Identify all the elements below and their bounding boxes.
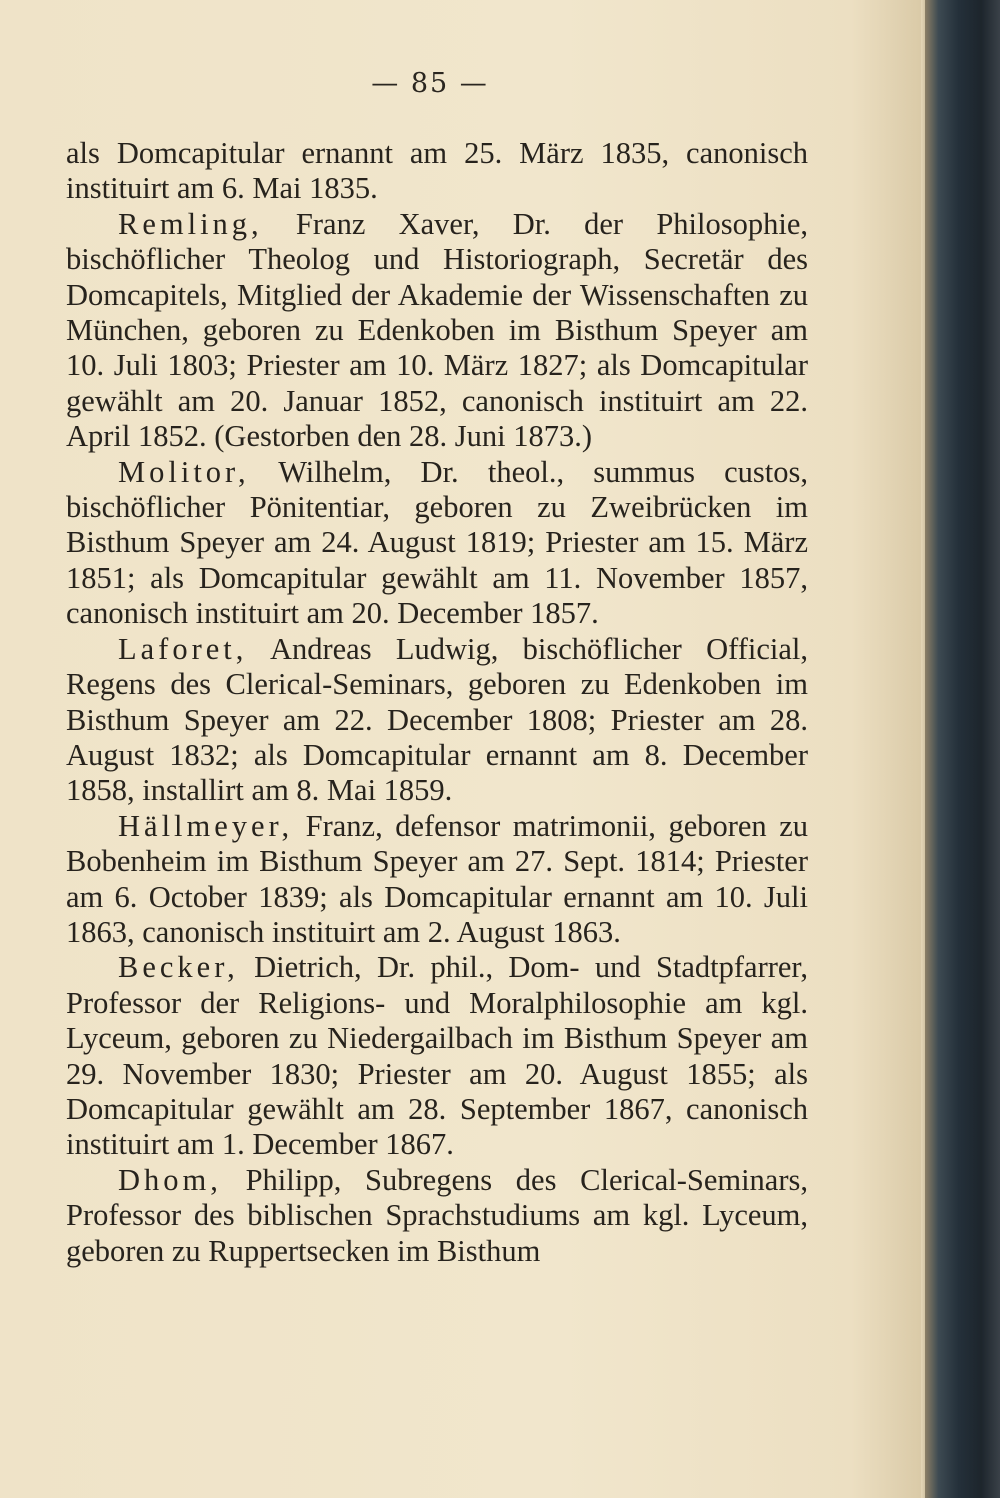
entry-haellmeyer <box>66 809 808 951</box>
entry-dhom <box>66 1163 808 1269</box>
entry-name: Remling, <box>118 206 263 241</box>
entry-name: Becker, <box>118 950 239 985</box>
page-number: — 85 — <box>371 68 489 99</box>
entry-name: Dhom, <box>118 1162 222 1197</box>
entry-text: Andreas Ludwig, bischöflicher Official, Regens des Clerical-Seminars, geboren zu Edenkoben im Bisthum Speyer am 22. December 1808; Priester am 28. August 1832; als Domcapitular ernannt am 8. December 1858, installirt am 8. Mai 1859. <box>66 631 808 808</box>
entry-continuation <box>66 136 808 207</box>
entry-laforet <box>66 632 808 809</box>
entry-name: Hällmeyer, <box>118 808 294 843</box>
entry-text: Wilhelm, Dr. theol., summus custos, bischöflicher Pönitentiar, geboren zu Zweibrücken im Bisthum Speyer am 24. August 1819; Priester am 15. März 1851; als Domcapitular gewählt am 11. November 1857, canonisch instituirt am 20. December 1857. <box>66 454 808 631</box>
entry-name: Molitor, <box>118 454 250 489</box>
entry-remling <box>66 207 808 455</box>
entry-text: als Domcapitular ernannt am 25. März 1835, canonisch instituirt am 6. Mai 1835. <box>66 136 808 206</box>
entry-text: Dietrich, Dr. phil., Dom- und Stadtpfarrer, Professor der Religions- und Moralphilosophie am kgl. Lyceum, geboren zu Niedergailbach im Bisthum Speyer am 29. November 1830; Priester am 20. August 1855; als Domcapitular gewählt am 28. September 1867, canonisch instituirt am 1. December 1867. <box>66 950 808 1162</box>
entry-name: Laforet, <box>118 631 248 666</box>
entry-becker <box>66 950 808 1162</box>
entry-text: Franz Xaver, Dr. der Philosophie, bischöflicher Theolog und Historiograph, Secretär des Domcapitels, Mitglied der Akademie der Wissenschaften zu München, geboren zu Edenkoben im Bisthum Speyer am 10. Juli 1803; Priester am 10. März 1827; als Domcapitular gewählt am 20. Januar 1852, canonisch instituirt am 22. April 1852. (Gestorben den 28. Juni 1873.) <box>66 206 808 454</box>
entry-molitor <box>66 455 808 632</box>
entry-text: Philipp, Subregens des Clerical-Seminars, Professor des biblischen Sprachstudiums am kgl. Lyceum, geboren zu Ruppertsecken im Bisthum <box>66 1162 808 1268</box>
page-body <box>66 136 808 1269</box>
book-spine <box>925 0 1000 1498</box>
entry-text: Franz, defensor matrimonii, geboren zu Bobenheim im Bisthum Speyer am 27. Sept. 1814; Priester am 6. October 1839; als Domcapitular ernannt am 10. Juli 1863, canonisch instituirt am 2. August 1863. <box>66 808 808 949</box>
